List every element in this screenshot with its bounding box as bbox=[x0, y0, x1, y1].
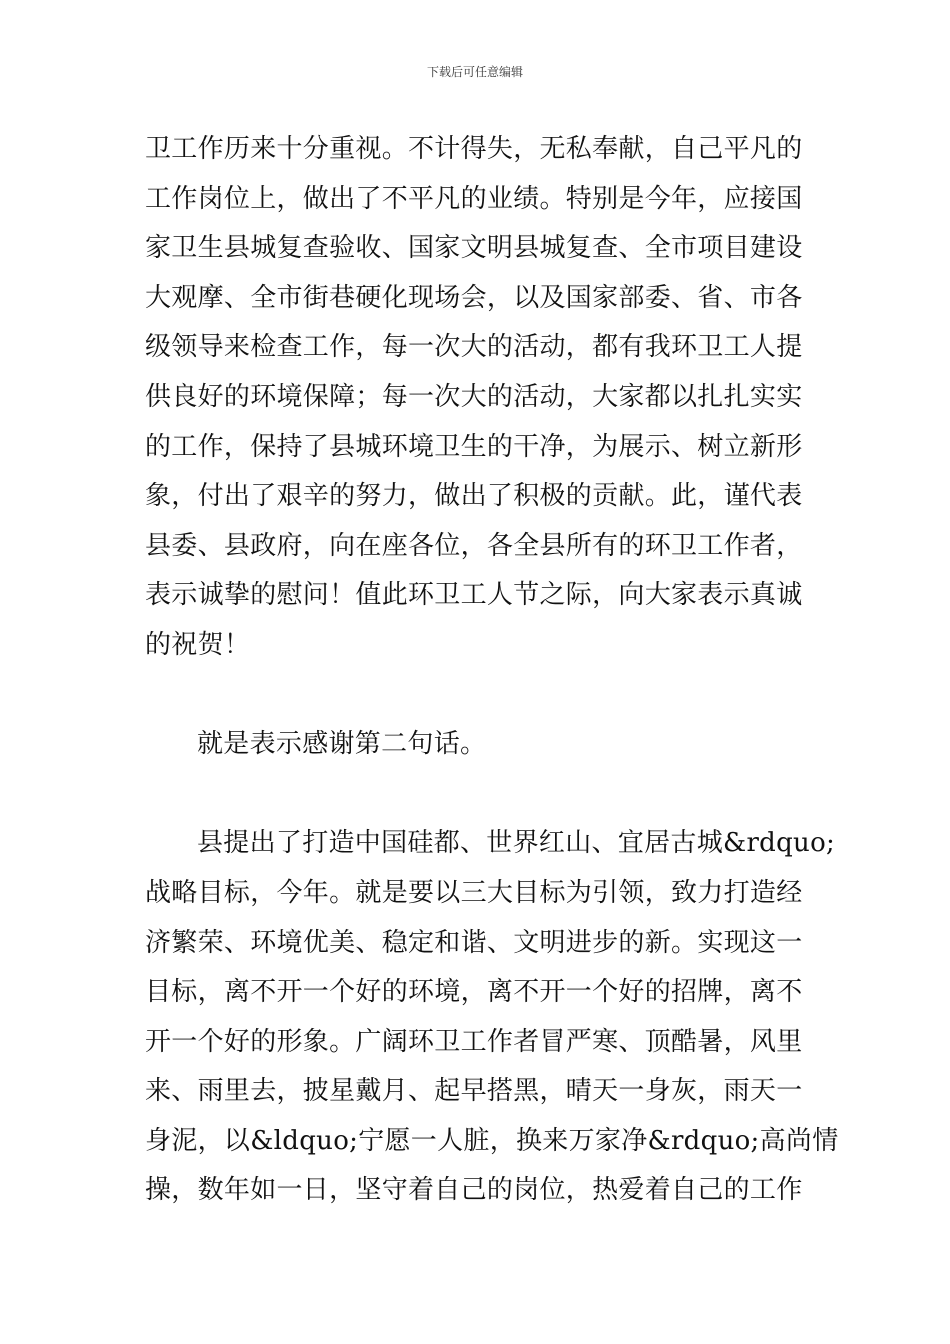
paragraph-line: 县委、县政府，向在座各位，各全县所有的环卫工作者， bbox=[145, 530, 803, 561]
paragraph-line: 济繁荣、环境优美、稳定和谐、文明进步的新。实现这一 bbox=[145, 927, 803, 958]
paragraph-line: 县提出了打造中国硅都、世界红山、宜居古城&rdquo; bbox=[197, 828, 836, 859]
paragraph-line: 工作岗位上，做出了不平凡的业绩。特别是今年，应接国 bbox=[145, 183, 803, 214]
paragraph-line: 卫工作历来十分重视。不计得失，无私奉献，自己平凡的 bbox=[145, 134, 803, 164]
paragraph-line: 就是表示感谢第二句话。 bbox=[197, 729, 487, 760]
paragraph-line: 家卫生县城复查验收、国家文明县城复查、全市项目建设 bbox=[145, 233, 803, 264]
paragraph-line: 来、雨里去，披星戴月、起早搭黑，晴天一身灰，雨天一 bbox=[145, 1076, 803, 1107]
paragraph-line: 的工作，保持了县城环境卫生的干净，为展示、树立新形 bbox=[145, 431, 803, 462]
paragraph-line: 的祝贺！ bbox=[145, 629, 251, 660]
paragraph-line: 目标，离不开一个好的环境，离不开一个好的招牌，离不 bbox=[145, 977, 803, 1008]
paragraph-line: 象，付出了艰辛的努力，做出了积极的贡献。此，谨代表 bbox=[145, 481, 803, 512]
paragraph-gap bbox=[145, 770, 825, 820]
paragraph-line: 表示诚挚的慰问！值此环卫工人节之际，向大家表示真诚 bbox=[145, 580, 803, 611]
page-header: 下载后可任意编辑 bbox=[426, 65, 523, 79]
paragraph-line: 身泥，以&ldquo;宁愿一人脏，换来万家净&rdquo;高尚情 bbox=[145, 1125, 839, 1156]
paragraph-2 bbox=[145, 720, 825, 770]
paragraph-line: 级领导来检查工作，每一次大的活动，都有我环卫工人提 bbox=[145, 332, 803, 363]
paragraph-line: 供良好的环境保障；每一次大的活动，大家都以扎扎实实 bbox=[145, 381, 803, 412]
document-body bbox=[145, 125, 839, 1216]
paragraph-line: 操，数年如一日，坚守着自己的岗位，热爱着自己的工作 bbox=[145, 1175, 803, 1206]
paragraph-1 bbox=[145, 125, 825, 671]
paragraph-line: 战略目标，今年。就是要以三大目标为引领，致力打造经 bbox=[145, 877, 803, 908]
paragraph-gap bbox=[145, 671, 825, 721]
paragraph-3 bbox=[145, 819, 839, 1216]
paragraph-line: 大观摩、全市街巷硬化现场会，以及国家部委、省、市各 bbox=[145, 282, 803, 313]
paragraph-line: 开一个好的形象。广阔环卫工作者冒严寒、顶酷暑，风里 bbox=[145, 1026, 803, 1057]
